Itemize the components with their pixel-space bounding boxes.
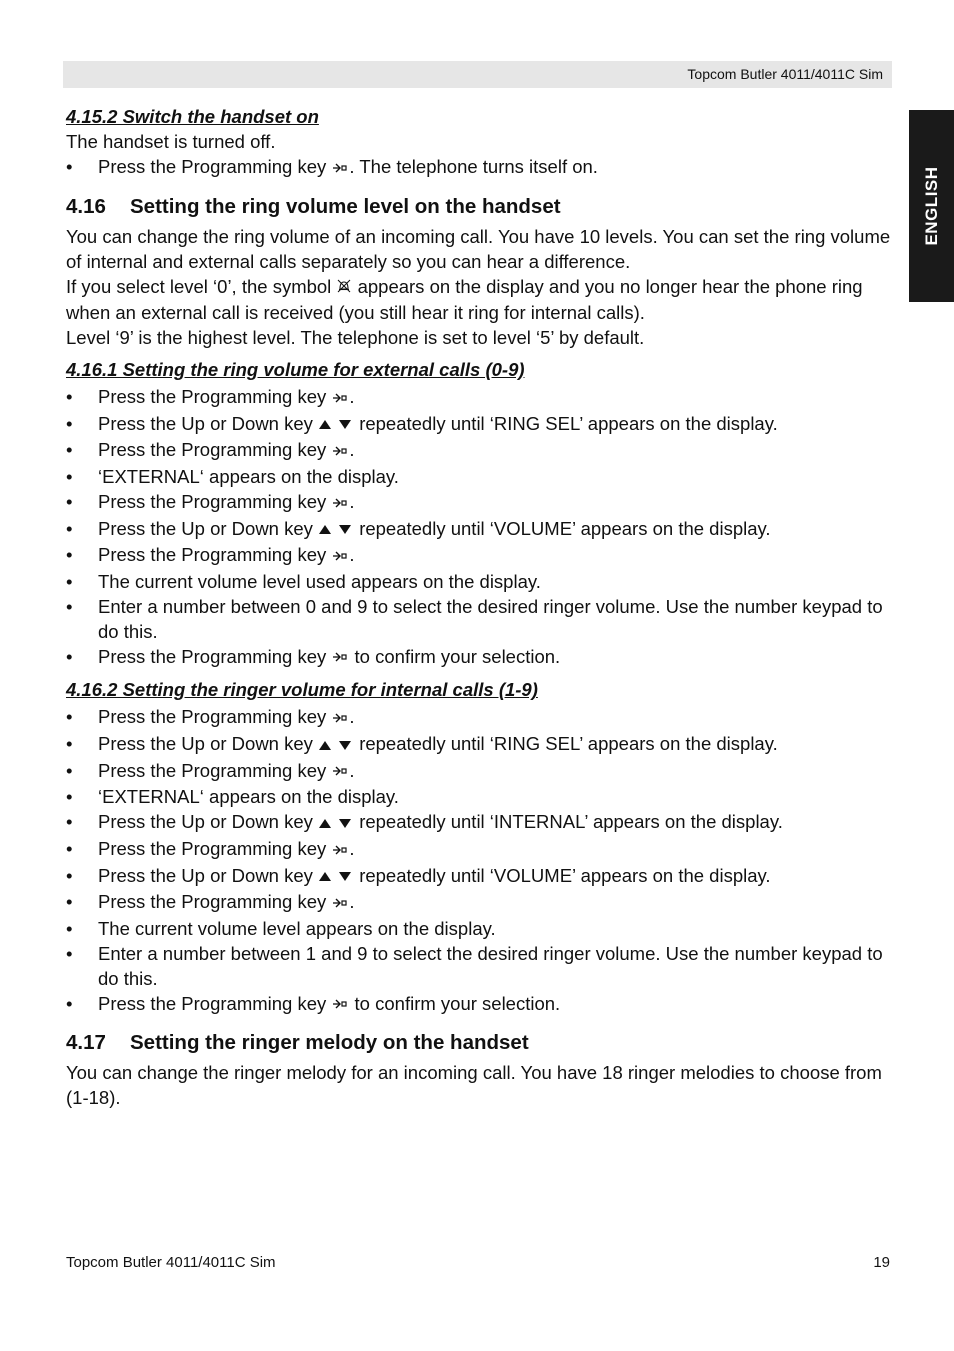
programming-key-icon	[331, 706, 349, 731]
programming-key-icon	[331, 645, 349, 670]
list-item: • Press the Programming key to confirm your selection.	[66, 991, 892, 1018]
list-item: • Press the Up or Down key repeatedly until ‘VOLUME’ appears on the display.	[66, 516, 892, 543]
section-title-4-16: 4.16 Setting the ring volume level on the handset	[66, 194, 561, 218]
list-item: • Press the Programming key .	[66, 384, 892, 411]
programming-key-icon	[331, 439, 349, 464]
list-item: • Press the Programming key to confirm your selection.	[66, 644, 892, 671]
header-bar	[63, 61, 892, 88]
programming-key-icon	[331, 759, 349, 784]
page-content	[66, 104, 892, 1110]
list-item: • Press the Up or Down key repeatedly until ‘RING SEL’ appears on the display.	[66, 731, 892, 758]
step-list-external	[66, 384, 892, 670]
step-list-internal	[66, 704, 892, 1017]
footer-title: Topcom Butler 4011/4011C Sim	[66, 1254, 276, 1271]
subsection-title-4-15-2: 4.15.2 Switch the handset on	[66, 106, 319, 127]
list-item: • ‘EXTERNAL‘ appears on the display.	[66, 786, 399, 808]
programming-key-icon	[331, 544, 349, 569]
paragraph: If you select level ‘0’, the symbol appears on the display and you no longer hear the phone ring when an external call is received (you still hear it ring for internal calls).	[66, 275, 863, 324]
language-tab-label: ENGLISH	[921, 166, 941, 246]
list-item: • Press the Up or Down key repeatedly until ‘INTERNAL’ appears on the display.	[66, 809, 892, 836]
list-item: • Press the Up or Down key repeatedly until ‘RING SEL’ appears on the display.	[66, 411, 892, 438]
list-item: • The current volume level appears on the display.	[66, 917, 496, 939]
list-item: • The current volume level used appears on the display.	[66, 570, 541, 592]
paragraph: You can change the ring volume of an incoming call. You have 10 levels. You can set the ring volume of internal and external calls separately so you can hear a difference.	[66, 225, 891, 272]
paragraph: The handset is turned off.	[66, 131, 276, 152]
list-item: • Press the Programming key .	[66, 542, 892, 569]
up-down-arrows-icon	[318, 864, 354, 889]
subsection-title-4-16-2: 4.16.2 Setting the ringer volume for internal calls (1-9)	[66, 679, 538, 701]
up-down-arrows-icon	[318, 811, 354, 836]
list-item: • Press the Up or Down key repeatedly until ‘VOLUME’ appears on the display.	[66, 863, 892, 890]
programming-key-icon	[331, 838, 349, 863]
list-item: • Press the Programming key .	[66, 758, 892, 785]
ring-off-icon	[336, 275, 352, 300]
header-title: Topcom Butler 4011/4011C Sim	[687, 66, 883, 82]
up-down-arrows-icon	[318, 517, 354, 542]
list-item: • Press the Programming key .	[66, 704, 892, 731]
list-item: • Press the Programming key . The telephone turns itself on.	[66, 154, 892, 181]
list-item: • Press the Programming key .	[66, 489, 892, 516]
list-item: • Enter a number between 0 and 9 to select the desired ringer volume. Use the number keypad to do this.	[66, 595, 883, 642]
list-item: • Press the Programming key .	[66, 889, 892, 916]
programming-key-icon	[331, 156, 349, 181]
up-down-arrows-icon	[318, 412, 354, 437]
section-title-4-17: 4.17 Setting the ringer melody on the handset	[66, 1031, 529, 1055]
programming-key-icon	[331, 992, 349, 1017]
programming-key-icon	[331, 491, 349, 516]
paragraph: Level ‘9’ is the highest level. The telephone is set to level ‘5’ by default.	[66, 327, 645, 349]
programming-key-icon	[331, 891, 349, 916]
page-number: 19	[873, 1254, 890, 1271]
list-item: • Press the Programming key .	[66, 437, 892, 464]
language-tab	[909, 110, 954, 302]
list-item: • Enter a number between 1 and 9 to select the desired ringer volume. Use the number keypad to do this.	[66, 942, 883, 989]
subsection-title-4-16-1: 4.16.1 Setting the ring volume for external calls (0-9)	[66, 359, 525, 381]
programming-key-icon	[331, 386, 349, 411]
bullet: •	[66, 156, 73, 177]
step-list	[66, 154, 892, 181]
paragraph: You can change the ringer melody for an incoming call. You have 18 ringer melodies to choose from (1-18).	[66, 1062, 882, 1109]
list-item: • Press the Programming key .	[66, 836, 892, 863]
up-down-arrows-icon	[318, 733, 354, 758]
list-item: • ‘EXTERNAL‘ appears on the display.	[66, 466, 399, 488]
